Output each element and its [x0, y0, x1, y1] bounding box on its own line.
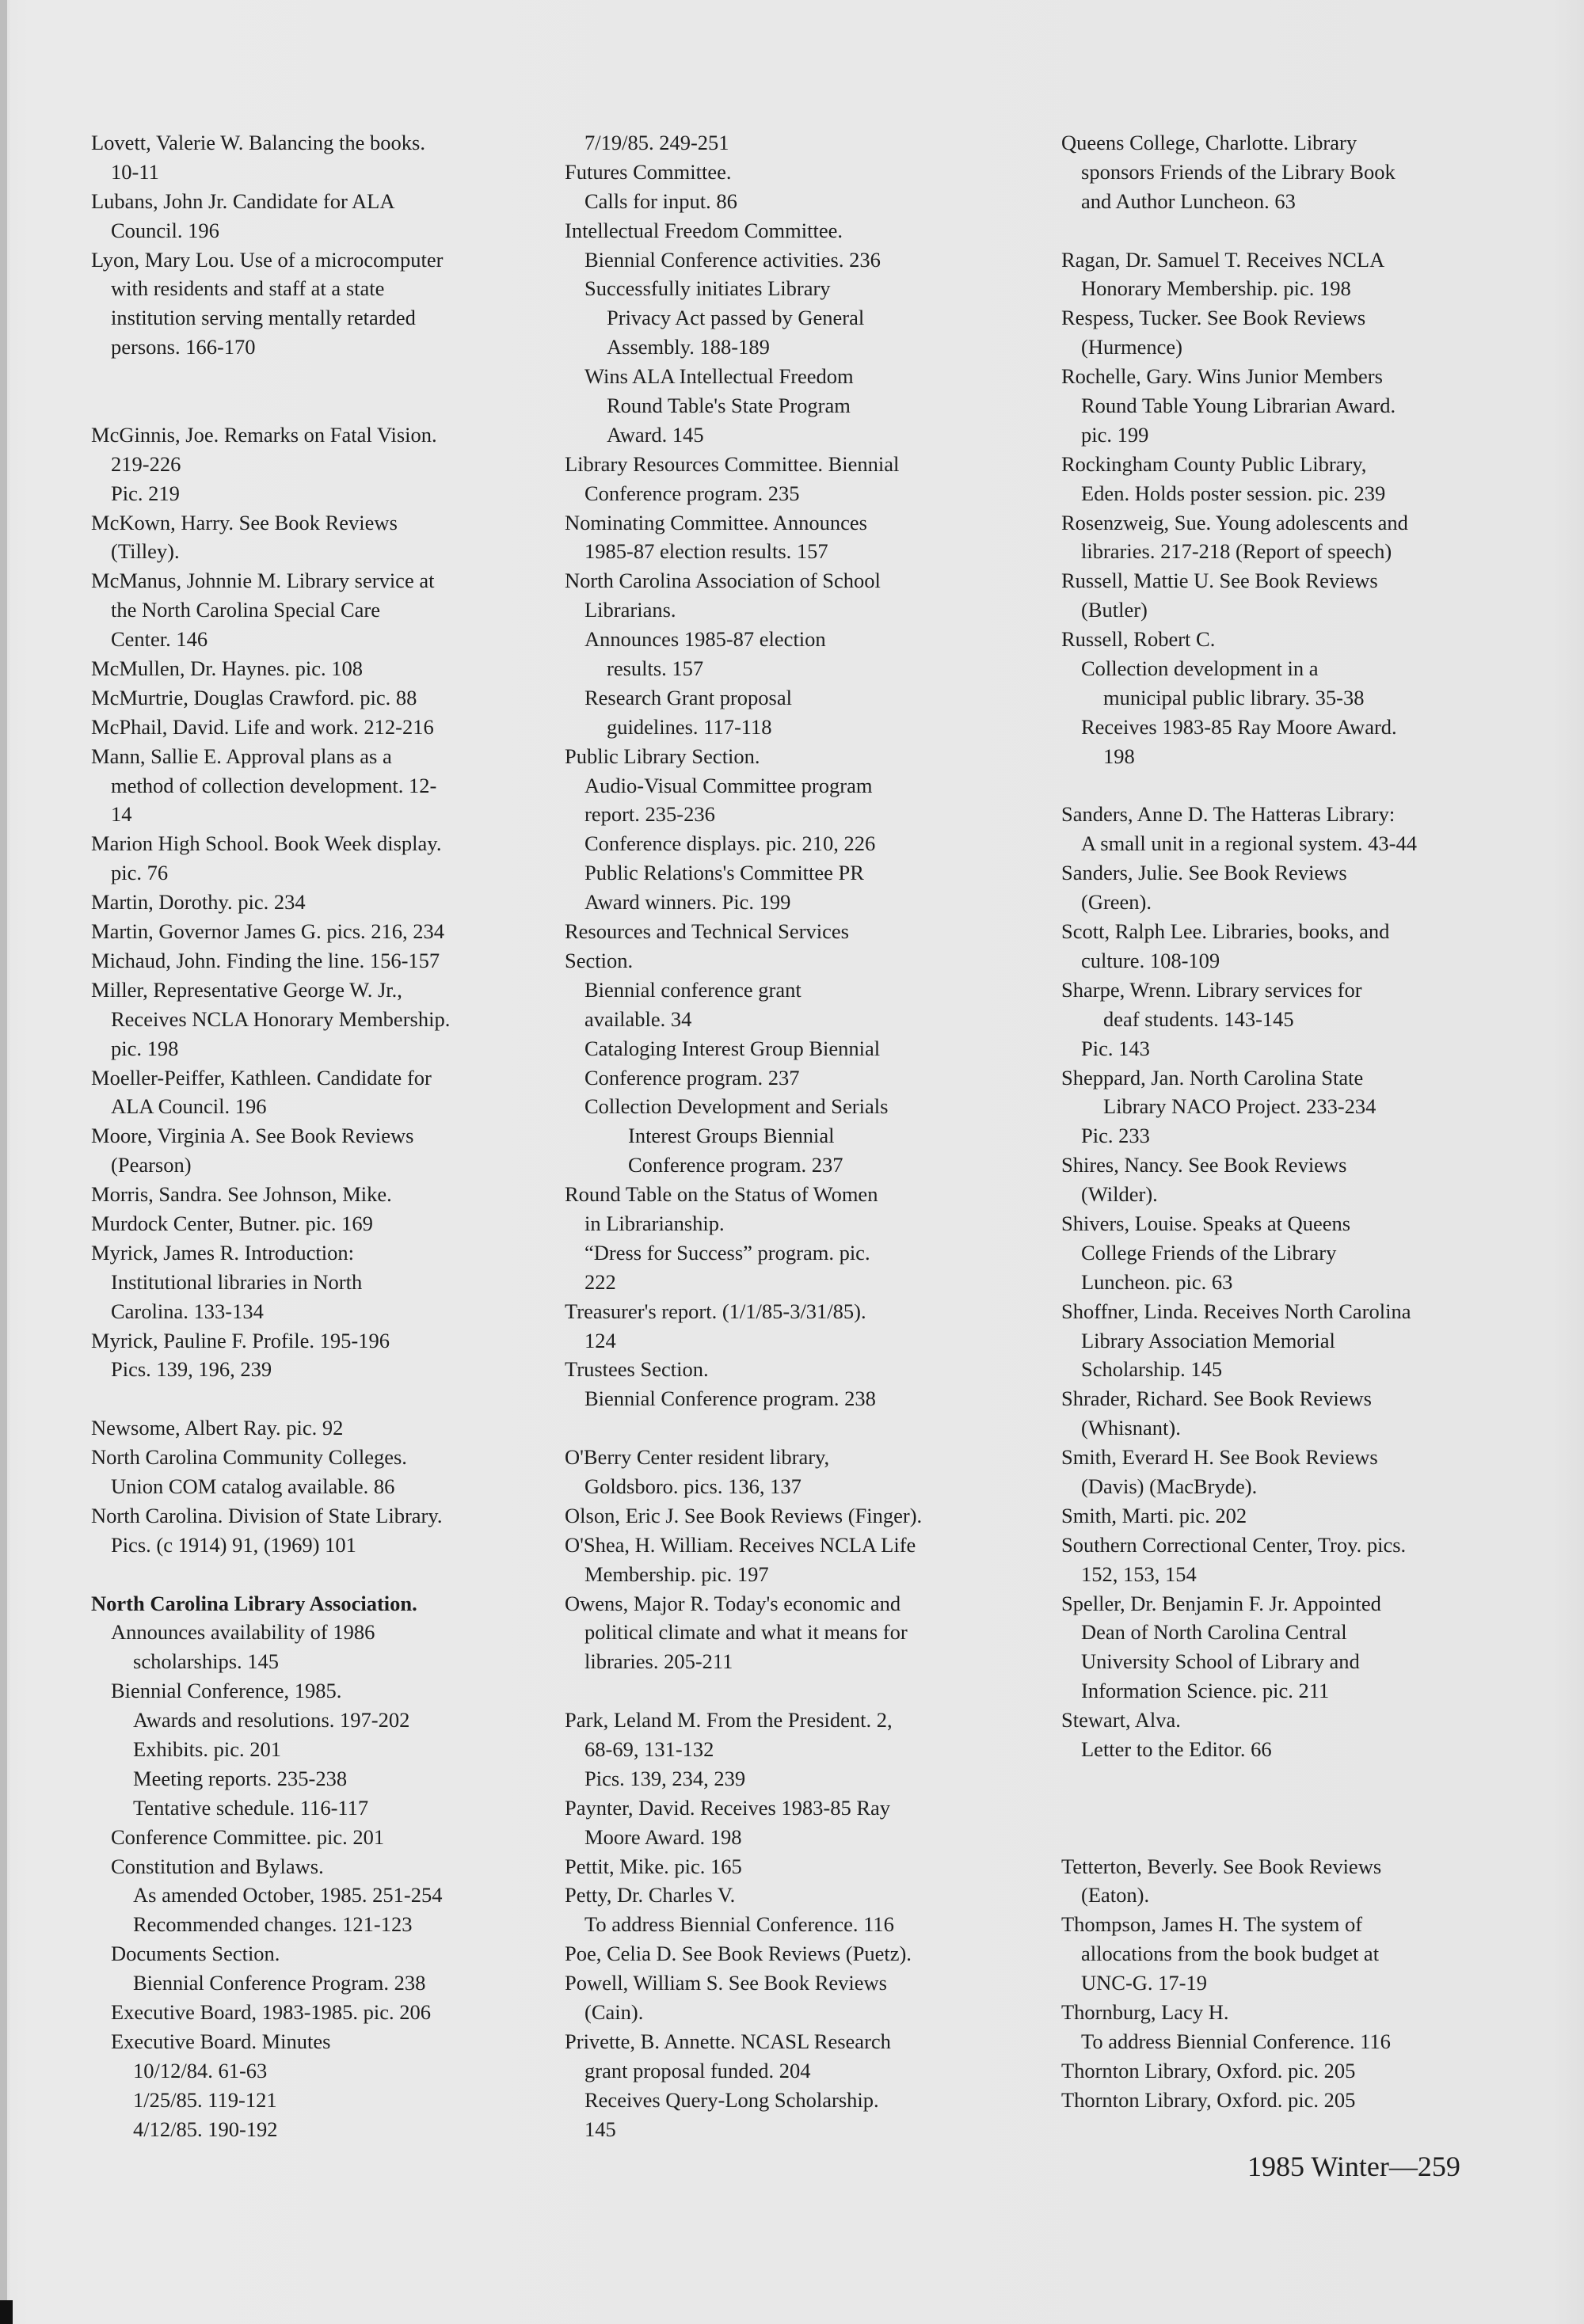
index-entry-line: Moeller-Peiffer, Kathleen. Candidate for — [91, 1065, 432, 1090]
index-subentry-line: (Hurmence) — [1081, 335, 1183, 359]
index-subentry-line: Center. 146 — [111, 627, 208, 652]
index-subentry-line: and Author Luncheon. 63 — [1081, 188, 1296, 213]
index-subentry-line: municipal public library. 35-38 — [1103, 685, 1365, 709]
index-entry-line: Powell, William S. See Book Reviews — [565, 1971, 887, 1995]
index-subentry-line: Interest Groups Biennial — [628, 1124, 835, 1148]
index-subentry-line: Pic. 219 — [111, 481, 180, 505]
index-entry-line: Library Resources Committee. Biennial — [565, 451, 900, 476]
index-subentry-line: Pic. 233 — [1081, 1124, 1150, 1148]
index-entry-line: Petty, Dr. Charles V. — [565, 1883, 736, 1908]
index-subentry-line: Public Relations's Committee PR — [584, 861, 864, 885]
index-entry-line: Russell, Mattie U. See Book Reviews — [1061, 569, 1378, 593]
index-subentry-line: Pics. 139, 196, 239 — [111, 1357, 272, 1382]
index-subentry-line: (Pearson) — [111, 1153, 192, 1177]
index-entry-line: Trustees Section. — [565, 1357, 709, 1382]
index-subentry-line: available. 34 — [584, 1006, 692, 1031]
index-entry-line: Shivers, Louise. Speaks at Queens — [1061, 1211, 1351, 1235]
index-entry-line: McManus, Johnnie M. Library service at — [91, 569, 435, 593]
index-subentry-line: Conference program. 237 — [584, 1065, 800, 1090]
index-entry-line: Rochelle, Gary. Wins Junior Members — [1061, 364, 1383, 389]
index-subentry-line: method of collection development. 12- — [111, 773, 437, 797]
index-subentry-line: To address Biennial Conference. 116 — [1081, 2029, 1391, 2053]
index-subentry-line: with residents and staff at a state — [111, 276, 385, 301]
index-entry-line: Paynter, David. Receives 1983-85 Ray — [565, 1795, 891, 1820]
index-entry-line: Thornton Library, Oxford. pic. 205 — [1061, 2087, 1356, 2112]
index-entry-line: Park, Leland M. From the President. 2, — [565, 1708, 893, 1733]
index-entry-line: McKown, Harry. See Book Reviews — [91, 510, 398, 534]
index-subentry-line: Privacy Act passed by General — [607, 306, 865, 330]
index-entry-line: Privette, B. Annette. NCASL Research — [565, 2029, 891, 2053]
index-subentry-line: Receives Query-Long Scholarship. — [584, 2087, 879, 2112]
index-subentry-line: Librarians. — [584, 598, 676, 622]
index-subentry-line: Constitution and Bylaws. — [111, 1854, 324, 1878]
index-subentry-line: Receives 1983-85 Ray Moore Award. — [1081, 714, 1397, 739]
index-subentry-line: 10/12/84. 61-63 — [133, 2058, 268, 2082]
index-subentry-line: Pics. (c 1914) 91, (1969) 101 — [111, 1532, 356, 1557]
entry-spacer — [91, 1560, 535, 1589]
index-subentry-line: Honorary Membership. pic. 198 — [1081, 276, 1351, 301]
index-subentry-line: Executive Board, 1983-1985. pic. 206 — [111, 2000, 432, 2024]
index-entry-line: Newsome, Albert Ray. pic. 92 — [91, 1416, 344, 1440]
index-subentry-line: Biennial Conference, 1985. — [111, 1679, 342, 1703]
index-subentry-line: Moore Award. 198 — [584, 1824, 742, 1849]
index-subentry-line: allocations from the book budget at — [1081, 1942, 1380, 1966]
index-subentry-line: Award. 145 — [607, 422, 704, 447]
index-subentry-line: 68-69, 131-132 — [584, 1736, 714, 1761]
index-entry-line: Thornburg, Lacy H. — [1061, 2000, 1229, 2024]
scan-corner-mark — [0, 2300, 13, 2324]
index-subentry-line: grant proposal funded. 204 — [584, 2058, 811, 2082]
index-subentry-line: libraries. 217-218 (Report of speech) — [1081, 539, 1392, 564]
index-entry-line: Nominating Committee. Announces — [565, 510, 867, 534]
index-subentry-line: Collection Development and Serials — [584, 1094, 889, 1119]
index-entry-line: Tetterton, Beverly. See Book Reviews — [1061, 1854, 1382, 1878]
index-subentry-line: 219-226 — [111, 451, 181, 476]
index-subentry-line: Wins ALA Intellectual Freedom — [584, 364, 854, 389]
index-entry-line: Pettit, Mike. pic. 165 — [565, 1854, 742, 1878]
index-subentry-line: University School of Library and — [1081, 1649, 1360, 1674]
index-subentry-line: Conference displays. pic. 210, 226 — [584, 831, 876, 856]
index-subentry-line: (Whisnant). — [1081, 1416, 1181, 1440]
page-footer: 1985 Winter—259 — [1247, 2151, 1460, 2182]
index-entry-line: Rosenzweig, Sue. Young adolescents and — [1061, 510, 1408, 534]
index-subentry-line: Assembly. 188-189 — [607, 335, 770, 359]
index-entry-line: Lovett, Valerie W. Balancing the books. — [91, 131, 425, 154]
index-subentry-line: institution serving mentally retarded — [111, 306, 416, 330]
index-subentry-line: Receives NCLA Honorary Membership. — [111, 1006, 451, 1031]
index-subentry-line: (Cain). — [584, 2000, 644, 2024]
index-subentry-line: Library NACO Project. 233-234 — [1103, 1094, 1376, 1119]
index-entry-line: North Carolina. Division of State Library. — [91, 1503, 443, 1527]
index-entry-line: Morris, Sandra. See Johnson, Mike. — [91, 1182, 392, 1207]
index-entry-line: Sanders, Anne D. The Hatteras Library: — [1061, 802, 1396, 827]
page-binding-edge — [0, 0, 7, 2324]
index-entry-line: Russell, Robert C. — [1061, 627, 1216, 652]
index-subentry-line: Round Table's State Program — [607, 394, 851, 418]
index-entry-line: Smith, Everard H. See Book Reviews — [1061, 1445, 1378, 1470]
index-subentry-line: “Dress for Success” program. pic. — [584, 1240, 870, 1265]
index-subentry-line: Pic. 143 — [1081, 1036, 1150, 1060]
index-subentry-line: Pics. 139, 234, 239 — [584, 1766, 746, 1790]
index-entry-line: Owens, Major R. Today's economic and — [565, 1591, 901, 1615]
entry-spacer — [1061, 1764, 1505, 1793]
entry-spacer — [91, 362, 535, 391]
index-entry-line: Thompson, James H. The system of — [1061, 1912, 1363, 1937]
index-entry-line: O'Shea, H. William. Receives NCLA Life — [565, 1532, 916, 1557]
index-subentry-line: Biennial conference grant — [584, 977, 802, 1002]
index-subentry-line: Announces availability of 1986 — [111, 1620, 375, 1645]
index-subentry-line: To address Biennial Conference. 116 — [584, 1912, 894, 1937]
index-entry-line: Scott, Ralph Lee. Libraries, books, and — [1061, 919, 1390, 944]
index-entry-line: Respess, Tucker. See Book Reviews — [1061, 306, 1366, 330]
entry-spacer — [91, 391, 535, 420]
index-subentry-line: Biennial Conference activities. 236 — [584, 247, 881, 272]
index-subentry-line: Calls for input. 86 — [584, 188, 737, 213]
index-subentry-line: As amended October, 1985. 251-254 — [133, 1883, 443, 1908]
index-subentry-line: sponsors Friends of the Library Book — [1081, 159, 1396, 184]
index-subentry-line: 145 — [584, 2117, 616, 2141]
index-subentry-line: UNC-G. 17-19 — [1081, 1971, 1207, 1995]
entry-spacer — [1061, 1793, 1505, 1823]
index-column-3 — [1061, 128, 1505, 2115]
index-subentry-line: Union COM catalog available. 86 — [111, 1474, 395, 1498]
index-entry-line: North Carolina Library Association. — [91, 1591, 417, 1615]
index-entry-line: Marion High School. Book Week display. — [91, 831, 442, 856]
index-entry-line: McPhail, David. Life and work. 212-216 — [91, 714, 434, 739]
index-entry-line: Miller, Representative George W. Jr., — [91, 977, 402, 1002]
index-entry-line: Speller, Dr. Benjamin F. Jr. Appointed — [1061, 1591, 1381, 1615]
index-entry-line: Lubans, John Jr. Candidate for ALA — [91, 188, 395, 213]
index-entry-line: Poe, Celia D. See Book Reviews (Puetz). — [565, 1942, 912, 1966]
index-subentry-line: Conference program. 237 — [628, 1153, 843, 1177]
index-column-2 — [565, 128, 1008, 2143]
index-entry-line: Murdock Center, Butner. pic. 169 — [91, 1211, 373, 1235]
entry-spacer — [565, 1676, 1008, 1706]
index-subentry-line: political climate and what it means for — [584, 1620, 908, 1645]
index-subentry-line: (Green). — [1081, 890, 1152, 915]
index-subentry-line: Research Grant proposal — [584, 685, 792, 709]
index-entry-line: Myrick, James R. Introduction: — [91, 1240, 354, 1265]
index-subentry-line: Biennial Conference program. 238 — [584, 1386, 876, 1411]
index-subentry-line: libraries. 205-211 — [584, 1649, 733, 1674]
index-subentry-line: results. 157 — [607, 656, 704, 681]
index-subentry-line: Goldsboro. pics. 136, 137 — [584, 1474, 802, 1498]
entry-spacer — [91, 1384, 535, 1413]
index-entry-line: Thornton Library, Oxford. pic. 205 — [1061, 2058, 1356, 2082]
index-subentry-line: Carolina. 133-134 — [111, 1299, 264, 1323]
index-entry-line: North Carolina Association of School — [565, 569, 881, 593]
entry-spacer — [1061, 216, 1505, 245]
index-entry-line: McMullen, Dr. Haynes. pic. 108 — [91, 656, 363, 681]
index-subentry-line: Conference Committee. pic. 201 — [111, 1824, 385, 1849]
index-subentry-line: Biennial Conference Program. 238 — [133, 1971, 426, 1995]
index-subentry-line: culture. 108-109 — [1081, 948, 1220, 972]
index-subentry-line: Recommended changes. 121-123 — [133, 1912, 413, 1937]
index-entry-line: Section. — [565, 948, 634, 972]
index-subentry-line: Executive Board. Minutes — [111, 2029, 331, 2053]
index-subentry-line: Successfully initiates Library — [584, 276, 831, 301]
index-subentry-line: Award winners. Pic. 199 — [584, 890, 791, 915]
index-subentry-line: 4/12/85. 190-192 — [133, 2117, 278, 2141]
index-subentry-line: Library Association Memorial — [1081, 1328, 1335, 1352]
index-subentry-line: Letter to the Editor. 66 — [1081, 1736, 1272, 1761]
index-subentry-line: pic. 76 — [111, 861, 169, 885]
index-subentry-line: A small unit in a regional system. 43-44 — [1081, 831, 1417, 856]
index-entry-line: Olson, Eric J. See Book Reviews (Finger). — [565, 1503, 923, 1527]
entry-spacer — [1061, 1823, 1505, 1852]
index-subentry-line: 198 — [1103, 744, 1135, 768]
index-subentry-line: (Tilley). — [111, 539, 180, 564]
index-entry-line: Shrader, Richard. See Book Reviews — [1061, 1386, 1372, 1411]
entry-spacer — [565, 1413, 1008, 1443]
index-subentry-line: 10-11 — [111, 159, 159, 184]
index-entry-line: Rockingham County Public Library, — [1061, 451, 1367, 476]
index-entry-line: Martin, Dorothy. pic. 234 — [91, 890, 306, 915]
index-subentry-line: 1985-87 election results. 157 — [584, 539, 828, 564]
index-subentry-line: Cataloging Interest Group Biennial — [584, 1036, 881, 1060]
index-entry-line: Sharpe, Wrenn. Library services for — [1061, 977, 1362, 1002]
index-subentry-line: Collection development in a — [1081, 656, 1319, 681]
index-entry-line: North Carolina Community Colleges. — [91, 1445, 407, 1470]
index-subentry-line: Institutional libraries in North — [111, 1269, 363, 1294]
index-entry-line: Resources and Technical Services — [565, 919, 849, 944]
index-entry-line: Shires, Nancy. See Book Reviews — [1061, 1153, 1347, 1177]
index-entry-line: Stewart, Alva. — [1061, 1708, 1181, 1733]
index-subentry-line: Audio-Visual Committee program — [584, 773, 873, 797]
index-subentry-line: Dean of North Carolina Central — [1081, 1620, 1347, 1645]
index-entry-line: Lyon, Mary Lou. Use of a microcomputer — [91, 247, 444, 272]
index-subentry-line: 7/19/85. 249-251 — [584, 131, 729, 154]
index-subentry-line: Council. 196 — [111, 218, 219, 242]
index-subentry-line: (Davis) (MacBryde). — [1081, 1474, 1258, 1498]
index-subentry-line: 14 — [111, 802, 132, 827]
index-subentry-line: 1/25/85. 119-121 — [133, 2087, 277, 2112]
index-subentry-line: College Friends of the Library — [1081, 1240, 1337, 1265]
index-subentry-line: report. 235-236 — [584, 802, 715, 827]
index-subentry-line: 222 — [584, 1269, 616, 1294]
index-entry-line: Martin, Governor James G. pics. 216, 234 — [91, 919, 445, 944]
index-subentry-line: scholarships. 145 — [133, 1649, 280, 1674]
entry-spacer — [1061, 771, 1505, 801]
index-entry-line: Sanders, Julie. See Book Reviews — [1061, 861, 1347, 885]
index-subentry-line: pic. 199 — [1081, 422, 1149, 447]
index-subentry-line: (Wilder). — [1081, 1182, 1158, 1207]
index-entry-line: Moore, Virginia A. See Book Reviews — [91, 1124, 414, 1148]
index-subentry-line: (Eaton). — [1081, 1883, 1150, 1908]
index-entry-line: Southern Correctional Center, Troy. pics. — [1061, 1532, 1407, 1557]
index-subentry-line: Eden. Holds poster session. pic. 239 — [1081, 481, 1386, 505]
index-subentry-line: deaf students. 143-145 — [1103, 1006, 1294, 1031]
index-entry-line: McMurtrie, Douglas Crawford. pic. 88 — [91, 685, 417, 709]
index-entry-line: Mann, Sallie E. Approval plans as a — [91, 744, 392, 768]
index-entry-line: Michaud, John. Finding the line. 156-157 — [91, 948, 440, 972]
index-subentry-line: in Librarianship. — [584, 1211, 725, 1235]
index-subentry-line: (Butler) — [1081, 598, 1148, 622]
index-subentry-line: Information Science. pic. 211 — [1081, 1679, 1330, 1703]
index-subentry-line: Documents Section. — [111, 1942, 280, 1966]
index-entry-line: Futures Committee. — [565, 159, 732, 184]
index-entry-line: Treasurer's report. (1/1/85-3/31/85). — [565, 1299, 866, 1323]
index-subentry-line: Meeting reports. 235-238 — [133, 1766, 348, 1790]
index-entry-line: Queens College, Charlotte. Library — [1061, 131, 1357, 154]
index-subentry-line: 124 — [584, 1328, 616, 1352]
index-subentry-line: Tentative schedule. 116-117 — [133, 1795, 369, 1820]
index-entry-line: O'Berry Center resident library, — [565, 1445, 830, 1470]
index-column-1 — [91, 128, 535, 2143]
index-entry-line: Intellectual Freedom Committee. — [565, 218, 843, 242]
index-entry-line: Smith, Marti. pic. 202 — [1061, 1503, 1247, 1527]
index-entry-line: Shoffner, Linda. Receives North Carolina — [1061, 1299, 1411, 1323]
index-subentry-line: Announces 1985-87 election — [584, 627, 826, 652]
index-subentry-line: persons. 166-170 — [111, 335, 256, 359]
index-entry-line: Ragan, Dr. Samuel T. Receives NCLA — [1061, 247, 1385, 272]
index-subentry-line: the North Carolina Special Care — [111, 598, 380, 622]
index-subentry-line: Exhibits. pic. 201 — [133, 1736, 281, 1761]
index-subentry-line: ALA Council. 196 — [111, 1094, 267, 1119]
index-entry-line: Round Table on the Status of Women — [565, 1182, 878, 1207]
index-subentry-line: guidelines. 117-118 — [607, 714, 772, 739]
index-entry-line: McGinnis, Joe. Remarks on Fatal Vision. — [91, 422, 437, 447]
index-entry-line: Sheppard, Jan. North Carolina State — [1061, 1065, 1364, 1090]
index-subentry-line: Luncheon. pic. 63 — [1081, 1269, 1233, 1294]
index-subentry-line: Awards and resolutions. 197-202 — [133, 1708, 410, 1733]
index-entry-line: Myrick, Pauline F. Profile. 195-196 — [91, 1328, 390, 1352]
index-entry-line: Public Library Section. — [565, 744, 760, 768]
index-subentry-line: Round Table Young Librarian Award. — [1081, 394, 1396, 418]
index-subentry-line: Membership. pic. 197 — [584, 1561, 769, 1586]
index-subentry-line: Conference program. 235 — [584, 481, 800, 505]
index-subentry-line: 152, 153, 154 — [1081, 1561, 1197, 1586]
index-subentry-line: Scholarship. 145 — [1081, 1357, 1223, 1382]
index-subentry-line: pic. 198 — [111, 1036, 179, 1060]
